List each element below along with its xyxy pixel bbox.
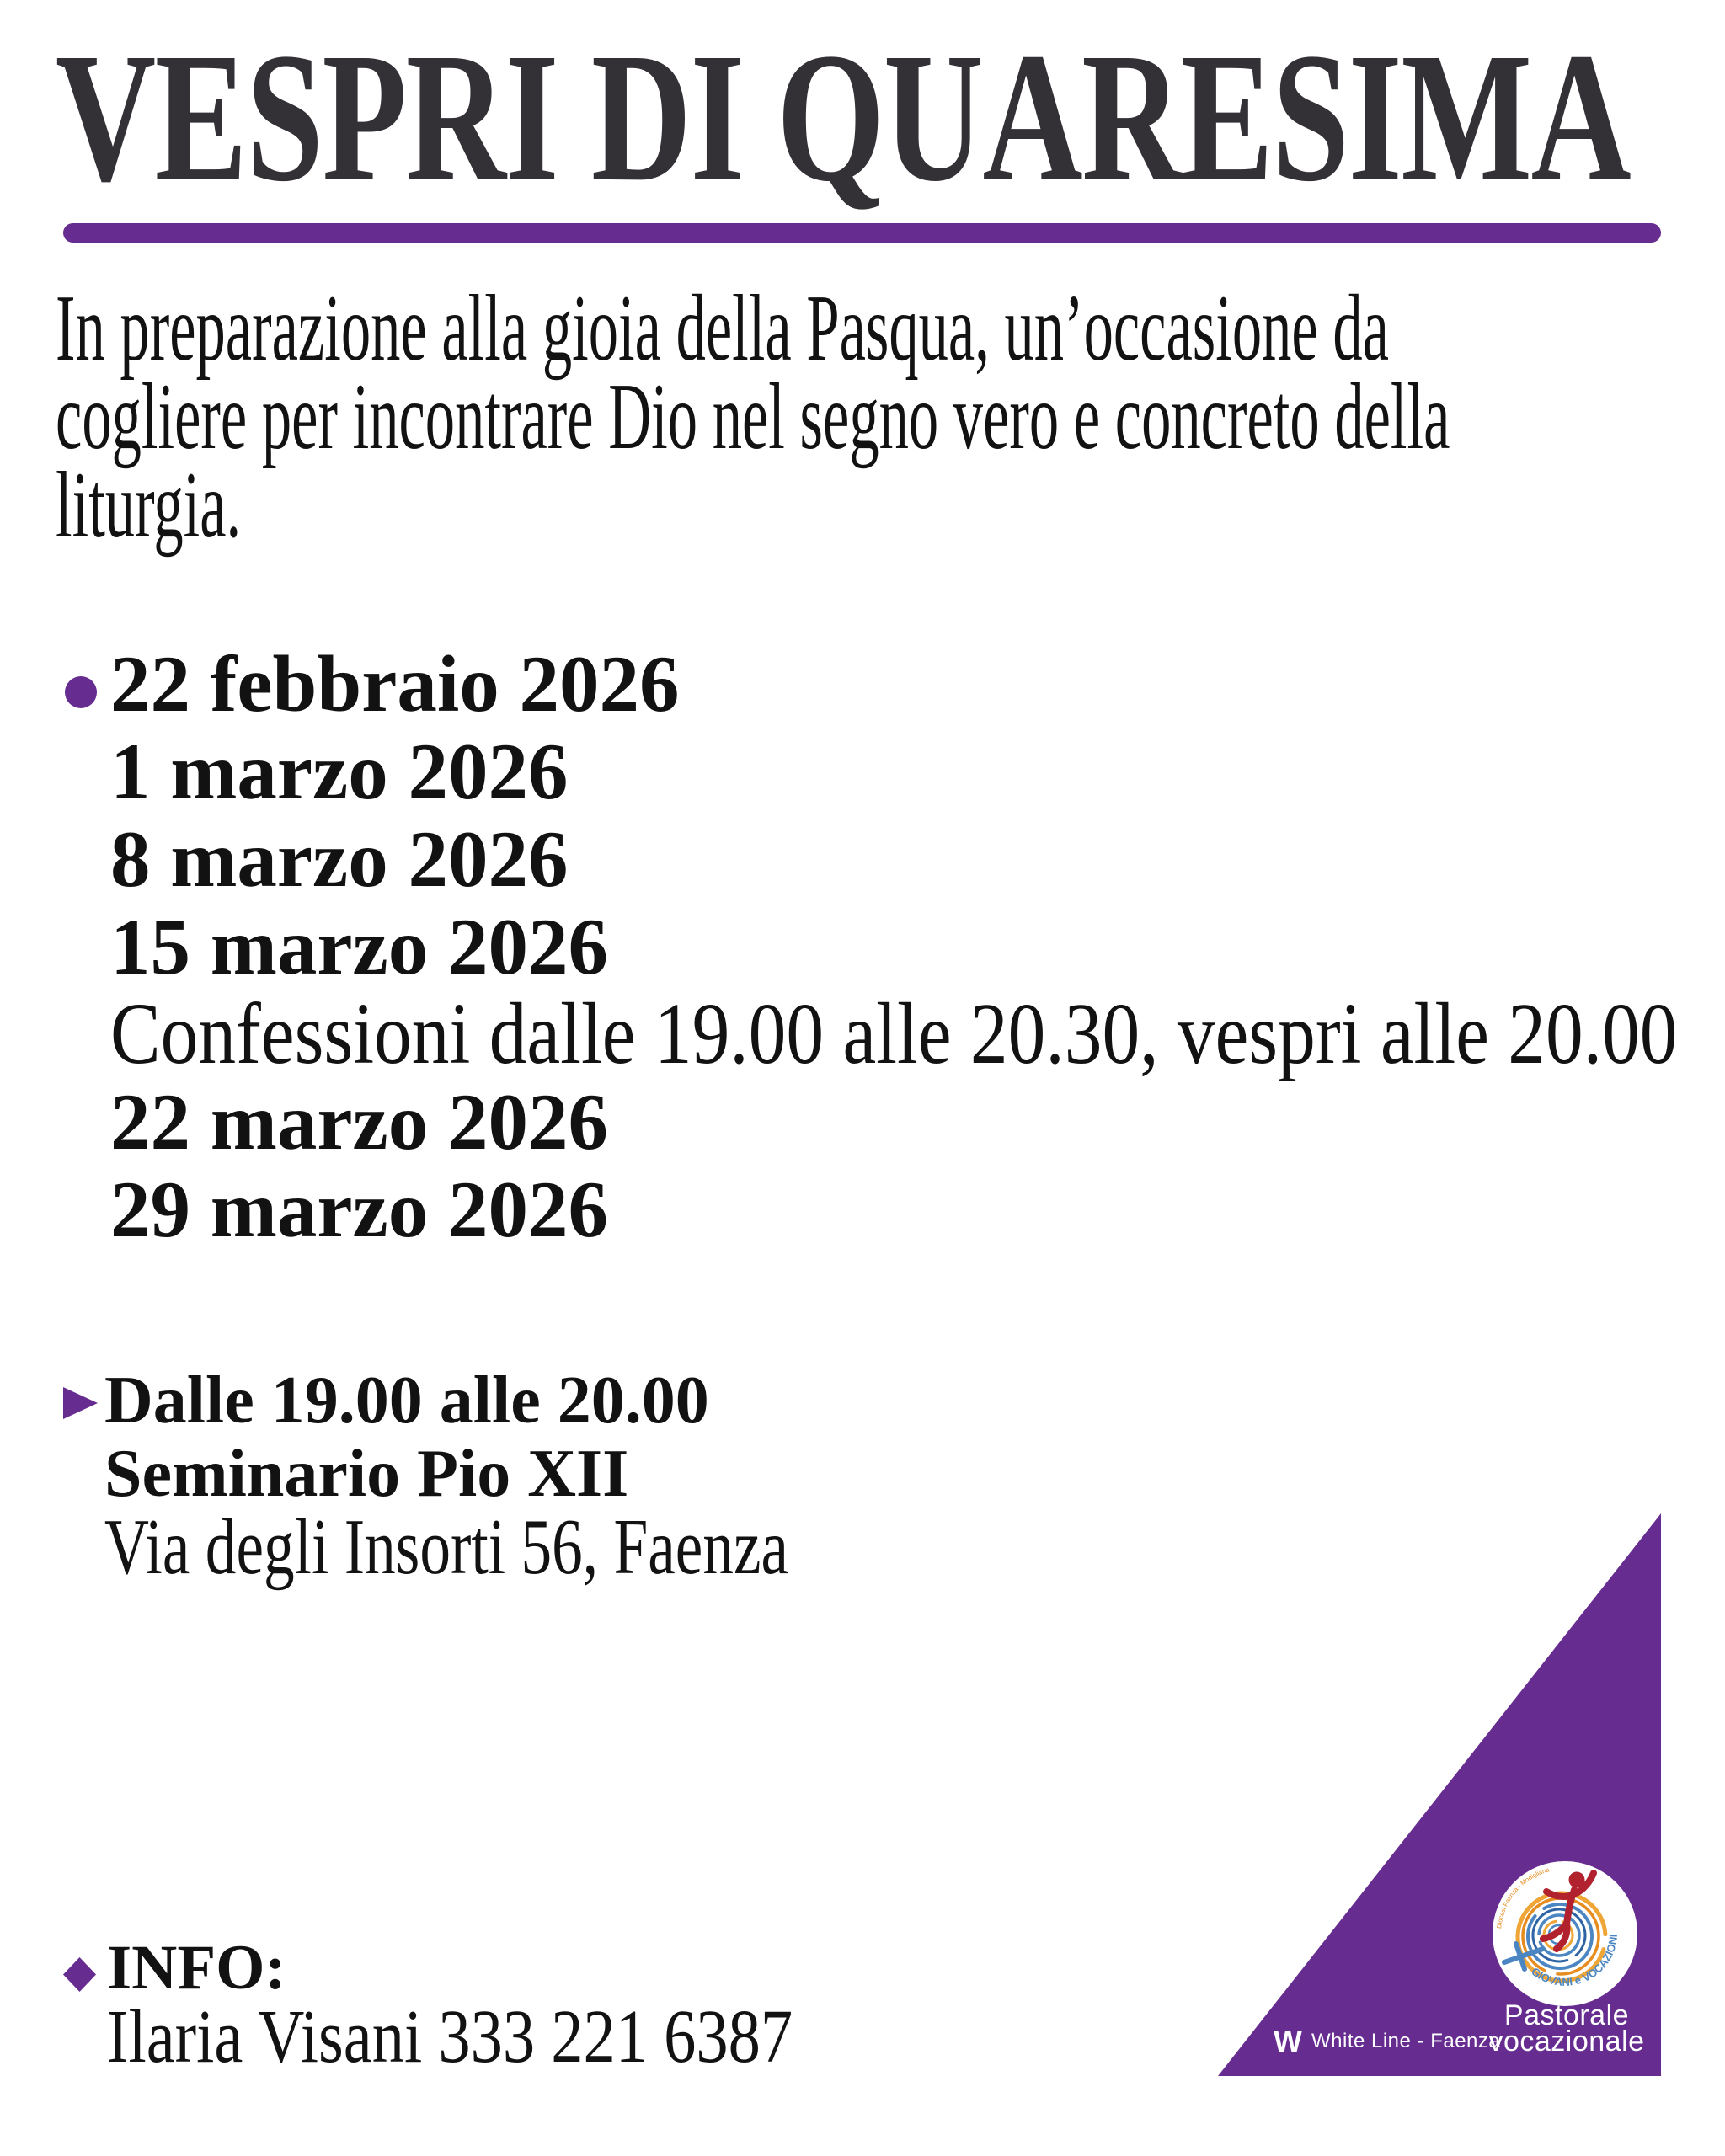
schedule-list [110, 640, 1725, 1253]
schedule-date: 29 marzo 2026 [110, 1165, 608, 1254]
venue-block [104, 1364, 981, 1591]
logo-arc-text: GIOVANI e VOCAZIONI [1529, 1934, 1620, 1988]
venue-name: Seminario Pio XII [104, 1437, 629, 1511]
diamond-bullet-icon [63, 1957, 96, 1992]
org-name-line: Pastorale [1503, 1999, 1630, 2031]
intro-paragraph [56, 276, 1725, 558]
info-label: INFO: [107, 1933, 286, 2003]
page-title: VESPRI DI QUARESIMA [56, 14, 1631, 220]
venue-address: Via degli Insorti 56, Faenza [104, 1503, 789, 1591]
dot-bullet-icon [65, 676, 97, 708]
schedule-date: 22 febbraio 2026 [110, 639, 680, 728]
schedule-date: 1 marzo 2026 [110, 727, 569, 816]
intro-line: In preparazione alla gioia della Pasqua, un’occasione da [56, 276, 1389, 381]
info-contact: Ilaria Visani 333 221 6387 [107, 1995, 793, 2079]
schedule-date: 22 marzo 2026 [110, 1077, 608, 1166]
schedule-date: 15 marzo 2026 [110, 902, 608, 991]
venue-time: Dalle 19.00 alle 20.00 [104, 1364, 709, 1438]
org-name-line: vocazionale [1488, 2025, 1645, 2057]
credit-line [1274, 2023, 1500, 2060]
intro-line: liturgia. [56, 453, 242, 558]
pastorale-vocazionale-logo [1493, 1861, 1637, 2006]
schedule-date: 8 marzo 2026 [110, 814, 569, 904]
schedule-note: Confessioni dalle 19.00 alle 20.30, vespri alle 20.00 [110, 985, 1678, 1082]
credit-text: White Line - Faenza [1311, 2030, 1501, 2052]
logo-top-arc-text: Diocesi Faenza - Modigliana [1495, 1865, 1551, 1929]
white-line-logo-icon: W [1274, 2024, 1302, 2058]
triangle-right-bullet-icon [63, 1387, 98, 1419]
info-block [107, 1933, 914, 2079]
title-underline [63, 223, 1661, 243]
intro-line: cogliere per incontrare Dio nel segno vero e concreto della [56, 365, 1450, 469]
